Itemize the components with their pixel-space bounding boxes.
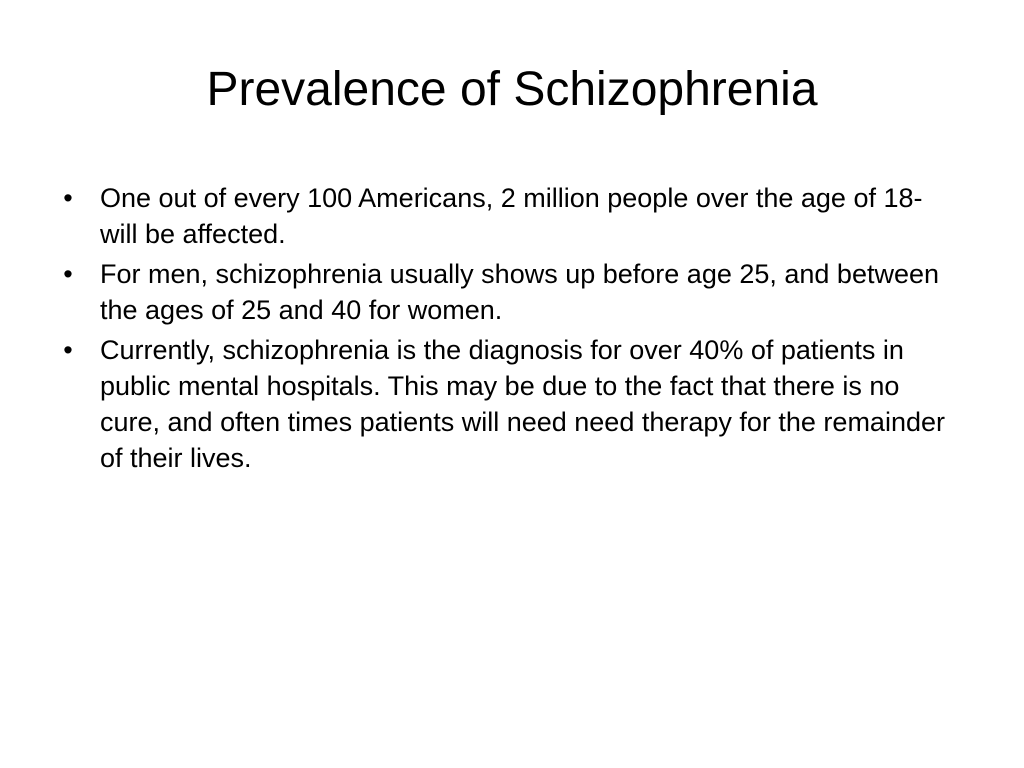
bullet-text: Currently, schizophrenia is the diagnosis for over 40% of patients in public mental hospitals. This may be due to the fact that there is no cure, and often times patients will need need therapy for the remainder of their lives. xyxy=(100,335,945,473)
bullet-list xyxy=(58,180,958,480)
bullet-marker: • xyxy=(63,183,73,213)
bullet-marker: • xyxy=(63,335,73,365)
bullet-item xyxy=(58,332,958,476)
bullet-item xyxy=(58,180,958,252)
bullet-item xyxy=(58,256,958,328)
bullet-text: One out of every 100 Americans, 2 million people over the age of 18-will be affected. xyxy=(100,183,923,249)
slide-title: Prevalence of Schizophrenia xyxy=(206,63,818,116)
bullet-text: For men, schizophrenia usually shows up before age 25, and between the ages of 25 and 40 for women. xyxy=(100,259,940,325)
bullet-marker: • xyxy=(63,259,73,289)
